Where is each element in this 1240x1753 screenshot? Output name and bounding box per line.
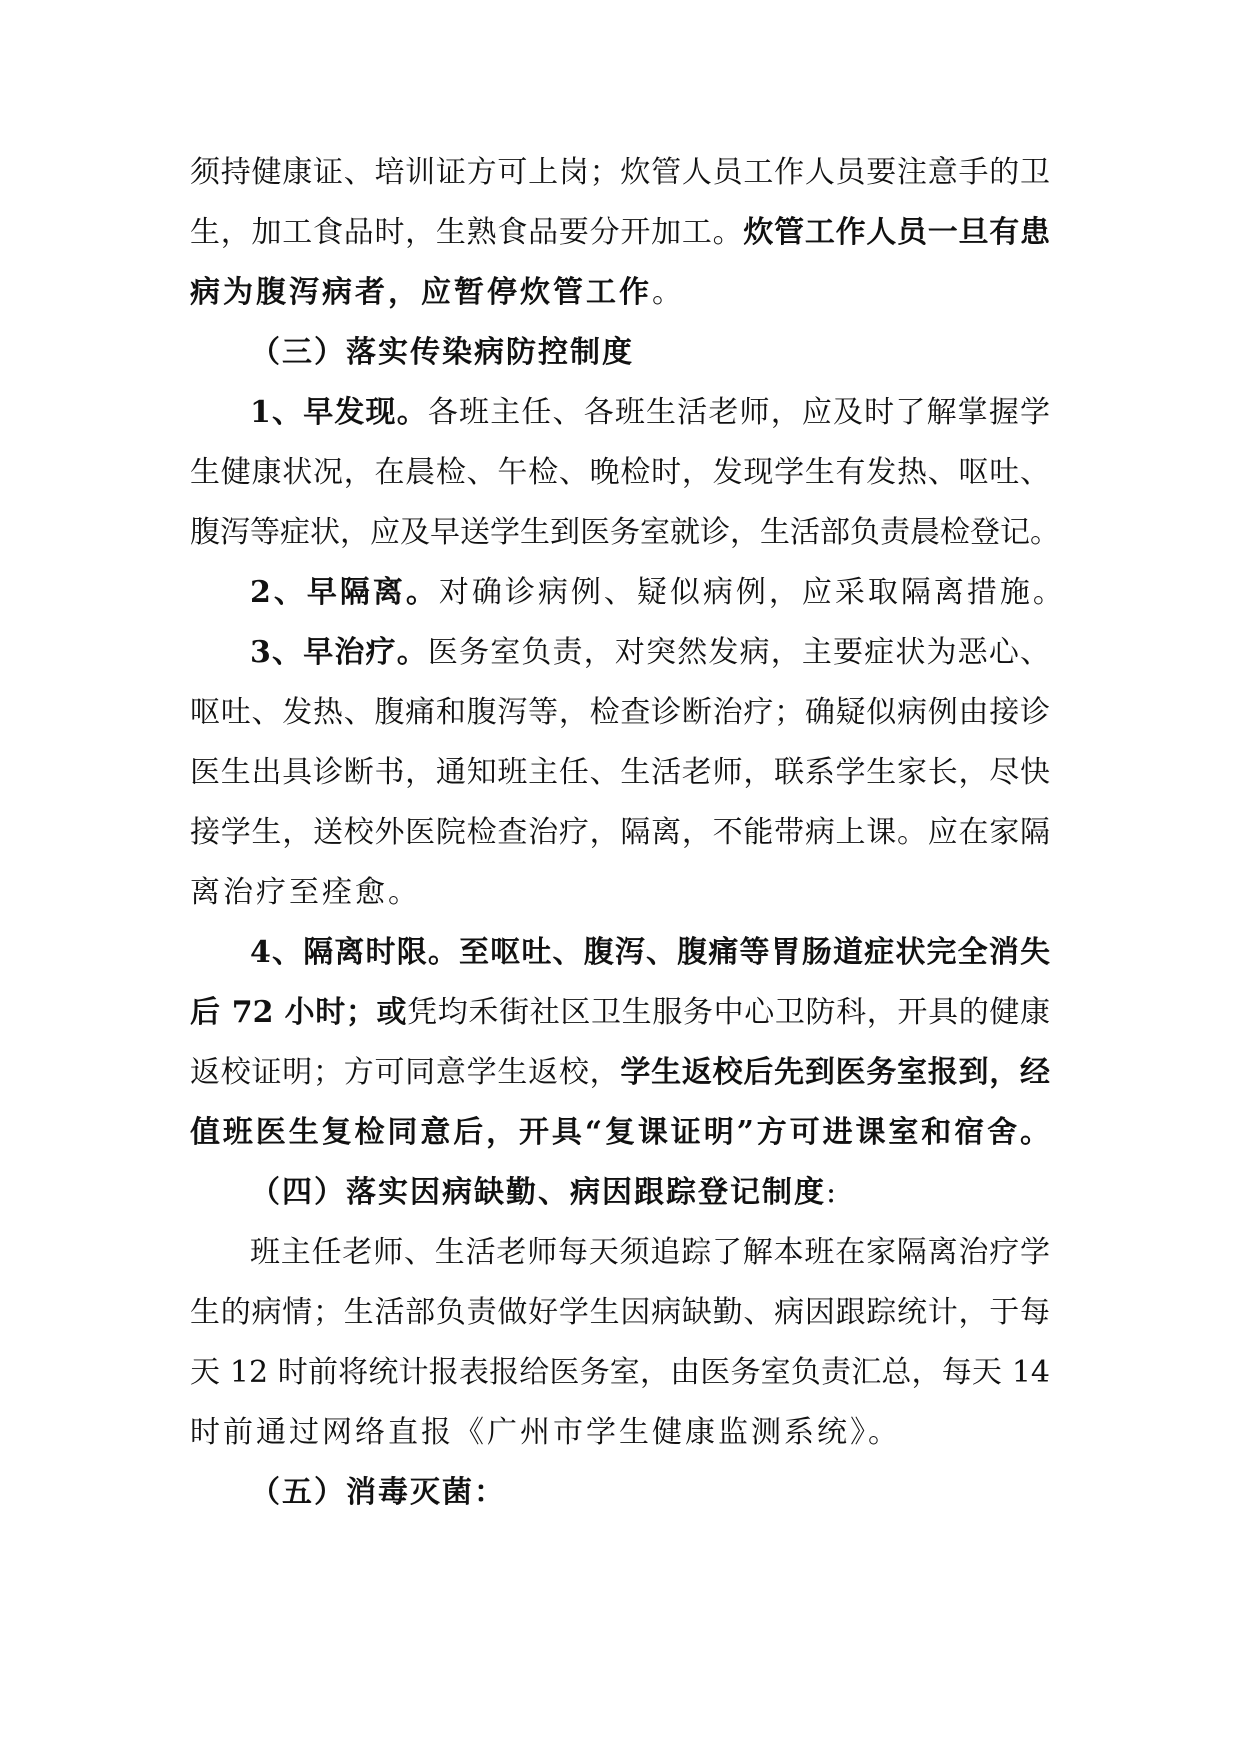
body-line: 呕吐、发热、腹痛和腹泻等，检查诊断治疗；确疑似病例由接诊 (190, 695, 1050, 730)
section-heading-4: （四）落实因病缺勤、病因跟踪登记制度: (250, 1175, 839, 1210)
item-early-detection: 1、早发现。各班主任、各班生活老师，应及时了解掌握学 (250, 395, 1051, 430)
section-heading-5: （五）消毒灭菌： (250, 1475, 506, 1510)
body-line: 后 72 小时；或凭均禾街社区卫生服务中心卫防科，开具的健康 (190, 995, 1050, 1030)
body-line: 医生出具诊断书，通知班主任、生活老师，联系学生家长，尽快 (190, 755, 1050, 790)
body-line: 离治疗至痊愈。 (190, 875, 421, 910)
body-line: 生，加工食品时，生熟食品要分开加工。炊管工作人员一旦有患 (190, 215, 1051, 250)
body-line: 天 12 时前将统计报表报给医务室，由医务室负责汇总，每天 14 (190, 1355, 1050, 1390)
body-line: 须持健康证、培训证方可上岗；炊管人员工作人员要注意手的卫 (190, 155, 1050, 190)
item-early-isolation: 2、早隔离。对确诊病例、疑似病例，应采取隔离措施。 (250, 575, 1066, 610)
item-early-treatment: 3、早治疗。医务室负责，对突然发病，主要症状为恶心、 (250, 635, 1051, 670)
body-line: 腹泻等症状，应及早送学生到医务室就诊，生活部负责晨检登记。 (190, 515, 1060, 550)
body-line: 生健康状况，在晨检、午检、晚检时，发现学生有发热、呕吐、 (190, 455, 1050, 490)
item-isolation-period: 4、隔离时限。至呕吐、腹泻、腹痛等胃肠道症状完全消失 (250, 935, 1050, 970)
body-line: 值班医生复检同意后，开具“复课证明”方可进课室和宿舍。 (190, 1115, 1050, 1150)
body-line: 班主任老师、生活老师每天须追踪了解本班在家隔离治疗学 (250, 1235, 1050, 1270)
body-line: 返校证明；方可同意学生返校，学生返校后先到医务室报到，经 (190, 1055, 1051, 1090)
body-line: 生的病情；生活部负责做好学生因病缺勤、病因跟踪统计，于每 (190, 1295, 1050, 1330)
body-line: 病为腹泻病者，应暂停炊管工作。 (190, 275, 685, 310)
body-line: 接学生，送校外医院检查治疗，隔离，不能带病上课。应在家隔 (190, 815, 1050, 850)
section-heading-3: （三）落实传染病防控制度 (250, 335, 634, 370)
body-line: 时前通过网络直报《广州市学生健康监测系统》。 (190, 1415, 901, 1450)
